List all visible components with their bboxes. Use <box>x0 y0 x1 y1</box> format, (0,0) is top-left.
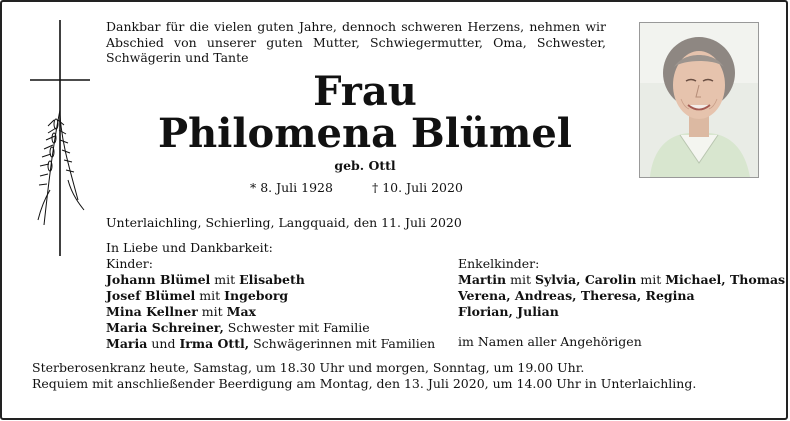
child-row: Johann Blümel mit Elisabeth <box>106 272 305 287</box>
mourners-left-column <box>106 240 435 352</box>
grandchild-row: Martin mit Sylvia, Carolin mit Michael, Thomas <box>458 272 786 287</box>
death-date: † 10. Juli 2020 <box>372 180 463 195</box>
grandchildren-column <box>458 256 785 320</box>
in-law-row: Maria und Irma Ottl, Schwägerinnen mit Familien <box>106 336 436 351</box>
funeral-line: Requiem mit anschließender Beerdigung am Montag, den 13. Juli 2020, um 14.00 Uhr in Unterlaichling. <box>32 376 697 391</box>
children-heading: Kinder: <box>106 256 153 271</box>
grandchildren-heading: Enkelkinder: <box>458 256 540 271</box>
mourners-intro: In Liebe und Dankbarkeit: <box>106 240 273 255</box>
grandchild-row: Verena, Andreas, Theresa, Regina <box>458 288 695 303</box>
deceased-name: Philomena Blümel <box>158 110 572 157</box>
sibling-row: Maria Schreiner, Schwester mit Familie <box>106 320 370 335</box>
birth-date: * 8. Juli 1928 <box>250 180 333 195</box>
grandchild-row: Florian, Julian <box>458 304 559 319</box>
child-row: Josef Blümel mit Ingeborg <box>106 288 289 303</box>
rosary-line: Sterberosenkranz heute, Samstag, um 18.30 Uhr und morgen, Sonntag, um 19.00 Uhr. <box>32 360 585 375</box>
cross-with-wheat-icon <box>28 20 92 256</box>
intro-text: Dankbar für die vielen guten Jahre, dennoch schweren Herzens, nehmen wir Abschied von unserer guten Mutter, Schwiegermutter, Oma, Schwester, Schwägerin und Tante <box>106 19 606 65</box>
maiden-name: geb. Ottl <box>334 158 396 173</box>
place-date-line: Unterlaichling, Schierling, Langquaid, den 11. Juli 2020 <box>106 215 462 230</box>
title-salutation: Frau <box>313 68 417 115</box>
service-details <box>32 360 696 392</box>
closing-line: im Namen aller Angehörigen <box>458 334 642 349</box>
portrait-photo <box>639 22 759 178</box>
child-row: Mina Kellner mit Max <box>106 304 257 319</box>
